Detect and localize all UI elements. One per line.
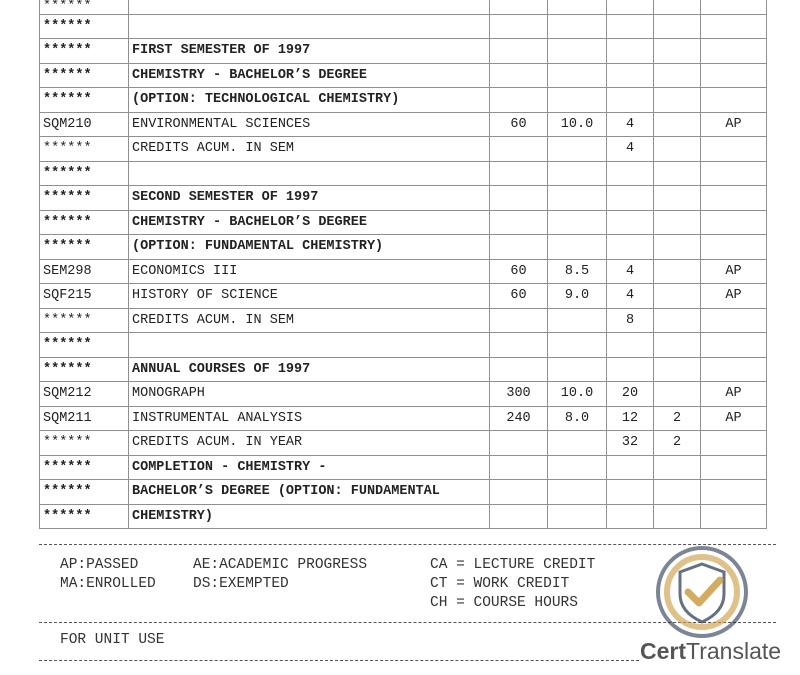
table-cell-n4: [654, 88, 701, 113]
table-cell-desc: MONOGRAPH: [129, 382, 490, 407]
table-row: [40, 88, 767, 113]
table-row: [40, 382, 767, 407]
table-row: [40, 357, 767, 382]
table-cell-code: ******: [40, 308, 129, 333]
table-cell-code: ******: [40, 455, 129, 480]
table-cell-st: [701, 161, 767, 186]
table-cell-code: ******: [40, 137, 129, 162]
table-row: [40, 63, 767, 88]
table-cell-n1: [490, 39, 548, 64]
table-cell-n4: [654, 63, 701, 88]
table-cell-n2: 8.0: [548, 406, 607, 431]
table-cell-n1: [490, 504, 548, 529]
table-row: [40, 161, 767, 186]
table-cell-desc: COMPLETION - CHEMISTRY -: [129, 455, 490, 480]
table-cell-code: ******: [40, 88, 129, 113]
transcript-body: [40, 0, 767, 529]
table-cell-n1: [490, 235, 548, 260]
table-cell-code: ******: [40, 431, 129, 456]
table-cell-code: ******: [40, 186, 129, 211]
table-cell-n2: [548, 14, 607, 39]
table-cell-st: AP: [701, 406, 767, 431]
table-cell-n1: [490, 431, 548, 456]
table-cell-desc: CHEMISTRY): [129, 504, 490, 529]
table-cell-desc: INSTRUMENTAL ANALYSIS: [129, 406, 490, 431]
table-cell-n4: [654, 480, 701, 505]
table-cell-code: SQM210: [40, 112, 129, 137]
table-cell-n4: 2: [654, 431, 701, 456]
table-row: [40, 480, 767, 505]
table-cell-desc: [129, 333, 490, 358]
table-cell-n3: 8: [607, 308, 654, 333]
table-cell-code: ******: [40, 235, 129, 260]
table-cell-desc: CHEMISTRY - BACHELOR’S DEGREE: [129, 210, 490, 235]
table-cell-st: [701, 14, 767, 39]
table-cell-st: [701, 210, 767, 235]
table-cell-n4: [654, 112, 701, 137]
table-cell-n2: 10.0: [548, 112, 607, 137]
legend-ae: AE:ACADEMIC PROGRESS: [193, 557, 368, 573]
table-cell-n3: [607, 480, 654, 505]
table-cell-desc: (OPTION: FUNDAMENTAL CHEMISTRY): [129, 235, 490, 260]
table-cell-n1: [490, 480, 548, 505]
table-cell-n4: [654, 259, 701, 284]
table-row: [40, 39, 767, 64]
table-cell-code: ******: [40, 210, 129, 235]
table-cell-code: SQM212: [40, 382, 129, 407]
table-cell-n1: 60: [490, 284, 548, 309]
table-cell-n1: 60: [490, 259, 548, 284]
legend-ap: AP:PASSED: [60, 557, 139, 573]
table-cell-code: SEM298: [40, 259, 129, 284]
table-cell-n4: [654, 235, 701, 260]
table-cell-desc: CREDITS ACUM. IN YEAR: [129, 431, 490, 456]
table-cell-n3: 32: [607, 431, 654, 456]
table-cell-code: ******: [40, 333, 129, 358]
table-row: [40, 210, 767, 235]
table-cell-code: SQF215: [40, 284, 129, 309]
table-row: [40, 14, 767, 39]
table-cell-st: [701, 431, 767, 456]
table-cell-n2: [548, 333, 607, 358]
legend-ma: MA:ENROLLED: [60, 576, 156, 592]
table-cell-n1: [490, 333, 548, 358]
legend-ct: CT = WORK CREDIT: [430, 576, 570, 592]
table-cell-n3: 4: [607, 284, 654, 309]
table-cell-n3: [607, 161, 654, 186]
table-row: [40, 308, 767, 333]
table-cell-n2: [548, 161, 607, 186]
table-cell-n4: [654, 504, 701, 529]
table-cell-st: [701, 39, 767, 64]
table-row: [40, 431, 767, 456]
table-cell-desc: ENVIRONMENTAL SCIENCES: [129, 112, 490, 137]
table-cell-desc: ANNUAL COURSES OF 1997: [129, 357, 490, 382]
table-cell-n3: [607, 455, 654, 480]
table-cell-desc: SECOND SEMESTER OF 1997: [129, 186, 490, 211]
table-row: [40, 333, 767, 358]
table-cell-code: ******: [40, 0, 129, 14]
table-cell-n2: [548, 431, 607, 456]
footer-bottom-divider: [39, 660, 639, 661]
table-cell-desc: FIRST SEMESTER OF 1997: [129, 39, 490, 64]
table-row: [40, 235, 767, 260]
table-cell-n3: [607, 63, 654, 88]
table-row: [40, 137, 767, 162]
brand-watermark-bold: Cert: [640, 638, 687, 664]
table-cell-n2: [548, 63, 607, 88]
table-cell-desc: HISTORY OF SCIENCE: [129, 284, 490, 309]
table-cell-n3: [607, 210, 654, 235]
table-cell-st: [701, 235, 767, 260]
table-cell-n1: 240: [490, 406, 548, 431]
table-cell-n2: [548, 308, 607, 333]
table-row: [40, 112, 767, 137]
table-cell-st: [701, 63, 767, 88]
table-cell-st: [701, 333, 767, 358]
table-cell-n3: [607, 88, 654, 113]
table-cell-n1: 300: [490, 382, 548, 407]
table-cell-st: [701, 186, 767, 211]
table-cell-n2: [548, 455, 607, 480]
table-cell-n4: [654, 455, 701, 480]
table-cell-st: [701, 308, 767, 333]
table-cell-n3: [607, 333, 654, 358]
table-row: [40, 284, 767, 309]
table-cell-n4: [654, 357, 701, 382]
table-cell-n1: [490, 161, 548, 186]
table-row: [40, 0, 767, 14]
table-row: [40, 406, 767, 431]
table-cell-code: ******: [40, 63, 129, 88]
table-cell-st: [701, 357, 767, 382]
table-cell-n2: [548, 186, 607, 211]
table-cell-n2: 10.0: [548, 382, 607, 407]
table-cell-desc: [129, 161, 490, 186]
table-cell-desc: CREDITS ACUM. IN SEM: [129, 308, 490, 333]
legend-ch: CH = COURSE HOURS: [430, 595, 578, 611]
table-cell-n3: [607, 357, 654, 382]
table-cell-n1: [490, 63, 548, 88]
table-cell-desc: [129, 0, 490, 14]
table-cell-st: [701, 137, 767, 162]
legend-ca: CA = LECTURE CREDIT: [430, 557, 596, 573]
table-cell-n1: [490, 14, 548, 39]
table-cell-n4: [654, 14, 701, 39]
table-cell-n1: [490, 137, 548, 162]
table-cell-n3: [607, 0, 654, 14]
table-cell-n1: [490, 186, 548, 211]
table-cell-n1: [490, 0, 548, 14]
table-cell-n1: [490, 357, 548, 382]
table-cell-code: ******: [40, 39, 129, 64]
table-row: [40, 186, 767, 211]
table-cell-n4: [654, 186, 701, 211]
table-cell-n3: 12: [607, 406, 654, 431]
transcript-table: [39, 0, 767, 529]
table-cell-code: ******: [40, 14, 129, 39]
table-cell-n4: [654, 39, 701, 64]
table-cell-n1: [490, 308, 548, 333]
brand-watermark: [640, 638, 781, 665]
table-cell-n2: [548, 88, 607, 113]
table-cell-n3: [607, 235, 654, 260]
table-cell-code: ******: [40, 357, 129, 382]
table-cell-n1: [490, 88, 548, 113]
table-cell-desc: [129, 14, 490, 39]
table-cell-n3: 4: [607, 259, 654, 284]
table-cell-desc: CHEMISTRY - BACHELOR’S DEGREE: [129, 63, 490, 88]
table-cell-n2: [548, 235, 607, 260]
table-cell-st: [701, 0, 767, 14]
table-cell-n2: 9.0: [548, 284, 607, 309]
table-cell-desc: BACHELOR’S DEGREE (OPTION: FUNDAMENTAL: [129, 480, 490, 505]
table-cell-desc: ECONOMICS III: [129, 259, 490, 284]
table-cell-n4: [654, 210, 701, 235]
table-cell-n4: [654, 161, 701, 186]
table-cell-desc: (OPTION: TECHNOLOGICAL CHEMISTRY): [129, 88, 490, 113]
table-cell-n3: [607, 504, 654, 529]
table-cell-code: ******: [40, 480, 129, 505]
table-cell-n1: [490, 455, 548, 480]
table-cell-n2: [548, 504, 607, 529]
table-cell-st: [701, 480, 767, 505]
table-cell-n4: [654, 333, 701, 358]
table-cell-n3: 20: [607, 382, 654, 407]
table-cell-n4: [654, 308, 701, 333]
table-row: [40, 504, 767, 529]
table-row: [40, 259, 767, 284]
table-cell-n3: 4: [607, 137, 654, 162]
table-cell-n3: [607, 186, 654, 211]
table-cell-n1: [490, 210, 548, 235]
table-cell-n3: 4: [607, 112, 654, 137]
table-cell-n2: 8.5: [548, 259, 607, 284]
table-cell-n2: [548, 137, 607, 162]
table-cell-desc: CREDITS ACUM. IN SEM: [129, 137, 490, 162]
table-cell-code: ******: [40, 504, 129, 529]
table-cell-n2: [548, 39, 607, 64]
unit-use-label: FOR UNIT USE: [60, 632, 165, 648]
table-cell-st: [701, 88, 767, 113]
table-cell-n3: [607, 14, 654, 39]
table-cell-n4: [654, 0, 701, 14]
table-cell-st: [701, 455, 767, 480]
table-cell-code: ******: [40, 161, 129, 186]
table-cell-n3: [607, 39, 654, 64]
table-cell-st: AP: [701, 112, 767, 137]
legend-ds: DS:EXEMPTED: [193, 576, 289, 592]
table-cell-st: AP: [701, 259, 767, 284]
table-cell-n4: 2: [654, 406, 701, 431]
table-cell-code: SQM211: [40, 406, 129, 431]
table-cell-st: AP: [701, 382, 767, 407]
table-cell-st: AP: [701, 284, 767, 309]
table-cell-n4: [654, 137, 701, 162]
table-cell-n2: [548, 0, 607, 14]
table-cell-n2: [548, 210, 607, 235]
table-row: [40, 455, 767, 480]
brand-watermark-rest: Translate: [686, 638, 782, 664]
table-cell-n4: [654, 382, 701, 407]
table-cell-n2: [548, 357, 607, 382]
table-cell-n4: [654, 284, 701, 309]
table-cell-st: [701, 504, 767, 529]
table-cell-n1: 60: [490, 112, 548, 137]
table-cell-n2: [548, 480, 607, 505]
